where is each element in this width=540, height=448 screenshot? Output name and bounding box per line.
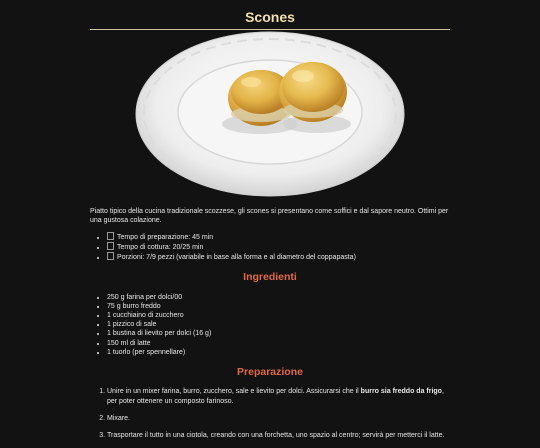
preparation-steps: [90, 387, 450, 439]
step-item: 3. Trasportare il tutto in una ciotola, creando con una forchetta, uno spazio al centro; servirà per metterci il latte.: [107, 431, 450, 440]
step-item: 2. Mixare.: [107, 414, 450, 423]
preparation-heading: Preparazione: [237, 365, 303, 378]
ingredient-item: • 1 cucchiaino di zucchero: [107, 311, 450, 320]
info-item-cook-time: • Tempo di cottura: 20/25 min: [107, 242, 450, 252]
page-title: Scones: [90, 8, 450, 30]
missing-glyph-icon: [107, 242, 114, 250]
ingredient-item: • 1 pizzico di sale: [107, 320, 450, 329]
ingredient-item: • 1 bustina di lievito per dolci (16 g): [107, 329, 450, 338]
ingredient-item: • 250 g farina per dolci/00: [107, 293, 450, 302]
page-header: [90, 8, 450, 30]
recipe-content: [90, 207, 450, 448]
step-item: 1. Unire in un mixer farina, burro, zucchero, sale e lievito per dolci. Assicurarsi che il burro sia freddo da frigo, per poter ottenere un composto farinoso.: [107, 387, 450, 405]
ingredient-item: • 75 g burro freddo: [107, 302, 450, 311]
info-list: [90, 232, 450, 262]
ingredient-item: • 1 tuorlo (per spennellare): [107, 348, 450, 357]
scones-photo: [135, 32, 405, 202]
info-item-prep-time: • Tempo di preparazione: 45 min: [107, 232, 450, 242]
info-item-servings: • Porzioni: 7/9 pezzi (variabile in base alla forma e al diametro del coppapasta): [107, 252, 450, 262]
ingredient-item: • 150 ml di latte: [107, 339, 450, 348]
ingredients-heading: Ingredienti: [243, 271, 297, 284]
missing-glyph-icon: [107, 232, 114, 240]
intro-text: Piatto tipico della cucina tradizionale scozzese, gli scones si presentano come soffici e dal sapore neutro. Ottimi per una gustosa colazione.: [90, 208, 449, 225]
missing-glyph-icon: [107, 252, 114, 260]
ingredients-list: [90, 293, 450, 357]
